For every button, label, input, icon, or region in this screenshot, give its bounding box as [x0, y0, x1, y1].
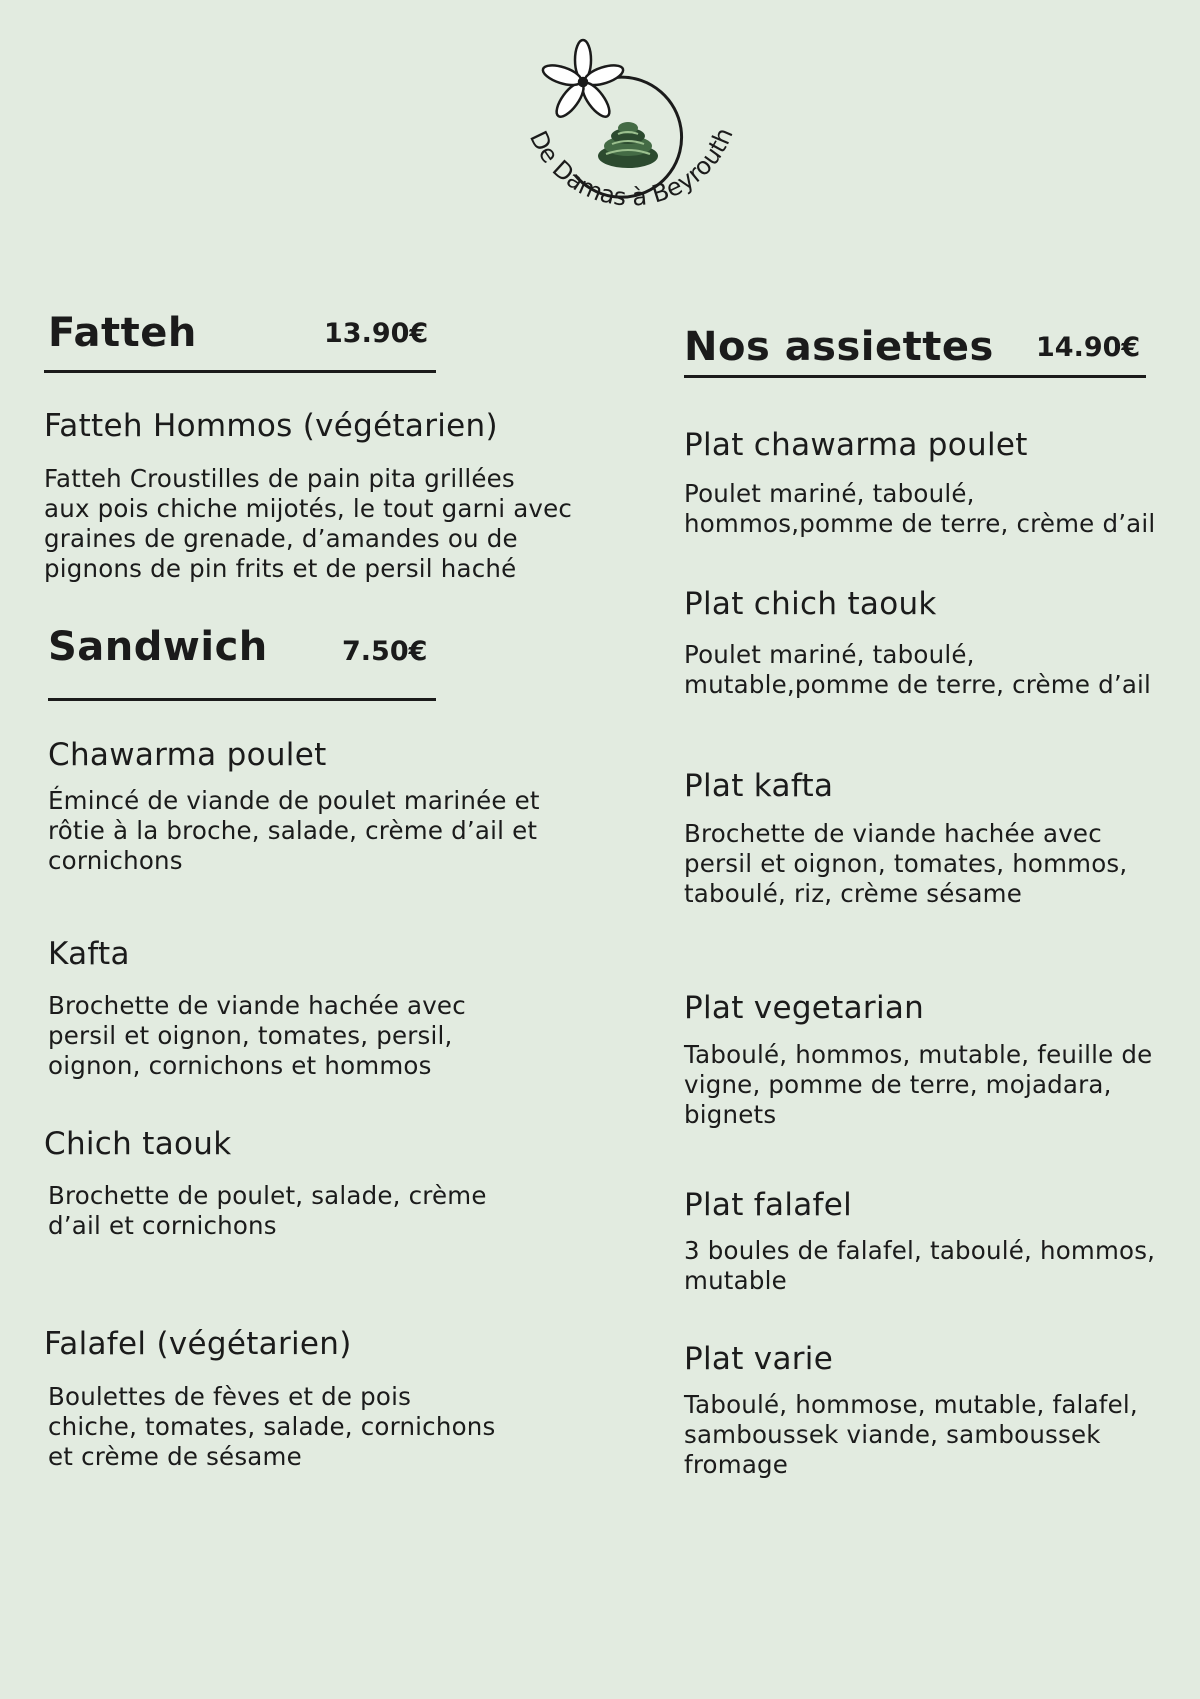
menu-item-name: Plat chawarma poulet — [684, 427, 1028, 463]
menu-item-name: Plat falafel — [684, 1187, 853, 1223]
menu-item-description: Fatteh Croustilles de pain pita grillées aux pois chiche mijotés, le tout garni avec graines de grenade, d’amandes ou de pignons de pin frits et de persil haché — [44, 464, 573, 583]
menu-item-description: Poulet mariné, taboulé, mutable,pomme de terre, crème d’ail — [684, 640, 1152, 699]
logo-text: De Damas à Beyrouth — [523, 123, 739, 212]
sandwich-divider — [48, 698, 436, 701]
flower-icon — [541, 40, 626, 121]
menu-item-name: Plat chich taouk — [684, 586, 937, 622]
fatteh-title: Fatteh — [48, 310, 197, 356]
menu-item-name: Plat varie — [684, 1341, 834, 1377]
menu-item-description: Brochette de viande hachée avec persil et oignon, tomates, persil, oignon, cornichons et hommos — [48, 991, 466, 1080]
menu-item-description: 3 boules de falafel, taboulé, hommos, mutable — [684, 1236, 1156, 1295]
fatteh-price: 13.90€ — [324, 318, 429, 349]
menu-item-name: Plat kafta — [684, 768, 834, 804]
fatteh-divider — [44, 370, 436, 373]
menu-item-description: Poulet mariné, taboulé, hommos,pomme de terre, crème d’ail — [684, 479, 1156, 538]
assiettes-title: Nos assiettes — [684, 324, 994, 370]
sandwich-title: Sandwich — [48, 624, 268, 670]
menu-item-description: Émincé de viande de poulet marinée et rôtie à la broche, salade, crème d’ail et cornichons — [48, 786, 540, 875]
cedar-tree-icon — [598, 122, 658, 168]
menu-item-name: Fatteh Hommos (végétarien) — [44, 408, 498, 444]
menu-item-description: Taboulé, hommos, mutable, feuille de vigne, pomme de terre, mojadara, bignets — [684, 1040, 1153, 1129]
menu-item-description: Brochette de poulet, salade, crème d’ail et cornichons — [48, 1181, 487, 1240]
menu-item-description: Boulettes de fèves et de pois chiche, tomates, salade, cornichons et crème de sésame — [48, 1382, 496, 1471]
menu-item-description: Brochette de viande hachée avec persil et oignon, tomates, hommos, taboulé, riz, crème sésame — [684, 819, 1128, 908]
menu-item-name: Falafel (végétarien) — [44, 1326, 352, 1362]
menu-item-name: Chawarma poulet — [48, 737, 327, 773]
sandwich-price: 7.50€ — [342, 636, 428, 667]
menu-item-name: Plat vegetarian — [684, 990, 925, 1026]
menu-item-name: Kafta — [48, 936, 130, 972]
assiettes-price: 14.90€ — [1036, 332, 1141, 363]
assiettes-divider — [684, 375, 1146, 378]
menu-item-description: Taboulé, hommose, mutable, falafel, samboussek viande, samboussek fromage — [684, 1390, 1138, 1479]
menu-item-name: Chich taouk — [44, 1126, 232, 1162]
restaurant-logo — [505, 30, 755, 260]
